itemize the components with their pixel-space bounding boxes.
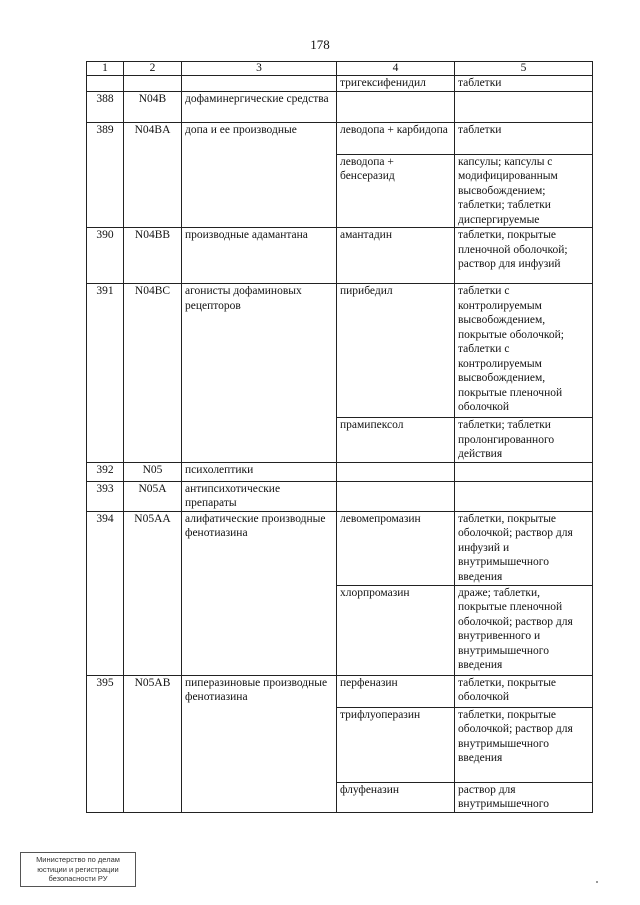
table-header [87, 62, 593, 76]
drug-name: прамипексол [337, 418, 455, 463]
row-number: 389 [87, 122, 124, 228]
table-row [87, 511, 593, 585]
header-col-2: 2 [124, 62, 182, 76]
row-number: 392 [87, 462, 124, 481]
header-col-5: 5 [455, 62, 593, 76]
pharm-group: допа и ее производные [182, 122, 337, 228]
table-row [87, 76, 593, 92]
atc-code: N05 [124, 462, 182, 481]
atc-code: N04BA [124, 122, 182, 228]
dosage-form: таблетки [455, 76, 593, 92]
dosage-form [455, 462, 593, 481]
atc-code: N05AB [124, 675, 182, 812]
row-number: 394 [87, 511, 124, 675]
header-col-1: 1 [87, 62, 124, 76]
table-row [87, 122, 593, 154]
drug-name: пирибедил [337, 284, 455, 418]
page-number: 178 [310, 37, 330, 52]
pharm-group: алифатические производные фенотиазина [182, 511, 337, 675]
pharm-group: дофаминергические средства [182, 91, 337, 122]
drug-name [337, 462, 455, 481]
dosage-form: таблетки, покрытые оболочкой; раствор для инфузий и внутримышечного введения [455, 511, 593, 585]
table-body [87, 76, 593, 813]
drug-name: амантадин [337, 228, 455, 284]
table-row [87, 228, 593, 284]
atc-code: N04BB [124, 228, 182, 284]
row-number: 393 [87, 481, 124, 511]
table-row [87, 675, 593, 707]
drug-name: леводопа + карбидопа [337, 122, 455, 154]
scan-speck [596, 881, 598, 883]
dosage-form: таблетки, покрытые оболочкой; раствор для внутримышечного введения [455, 707, 593, 782]
row-number: 395 [87, 675, 124, 812]
pharm-group: пиперазиновые производные фенотиазина [182, 675, 337, 812]
row-number: 391 [87, 284, 124, 463]
dosage-form: таблетки, покрытые пленочной оболочкой; раствор для инфузий [455, 228, 593, 284]
drug-name: флуфеназин [337, 782, 455, 812]
header-col-4: 4 [337, 62, 455, 76]
ministry-stamp: Министерство по делам юстиции и регистрации безопасности РУ [20, 852, 136, 887]
drug-name [337, 91, 455, 122]
drug-name: тригексифенидил [337, 76, 455, 92]
table-row [87, 462, 593, 481]
dosage-form [455, 481, 593, 511]
dosage-form: драже; таблетки, покрытые пленочной оболочкой; раствор для внутривенного и внутримышечного введения [455, 585, 593, 675]
pharm-group: антипсихотические препараты [182, 481, 337, 511]
pharm-group: производные адамантана [182, 228, 337, 284]
row-number [87, 76, 124, 92]
atc-code [124, 76, 182, 92]
dosage-form: таблетки, покрытые оболочкой [455, 675, 593, 707]
drug-name: перфеназин [337, 675, 455, 707]
drug-name: леводопа + бенсеразид [337, 154, 455, 228]
dosage-form [455, 91, 593, 122]
atc-code: N04BC [124, 284, 182, 463]
drug-name: хлорпромазин [337, 585, 455, 675]
row-number: 388 [87, 91, 124, 122]
atc-code: N05AA [124, 511, 182, 675]
dosage-form: капсулы; капсулы с модифицированным высвобождением; таблетки; таблетки диспергируемые [455, 154, 593, 228]
pharm-group: агонисты дофаминовых рецепторов [182, 284, 337, 463]
table-row [87, 481, 593, 511]
dosage-form: раствор для внутримышечного [455, 782, 593, 812]
pharm-group: психолептики [182, 462, 337, 481]
header-col-3: 3 [182, 62, 337, 76]
atc-code: N04B [124, 91, 182, 122]
table-row [87, 284, 593, 418]
dosage-form: таблетки; таблетки пролонгированного действия [455, 418, 593, 463]
pharm-group [182, 76, 337, 92]
table-row [87, 91, 593, 122]
dosage-form: таблетки [455, 122, 593, 154]
drug-name: левомепромазин [337, 511, 455, 585]
drug-name: трифлуоперазин [337, 707, 455, 782]
drug-name [337, 481, 455, 511]
dosage-form: таблетки с контролируемым высвобождением, покрытые оболочкой; таблетки с контролируемым высвобождением, покрытые пленочной оболочкой [455, 284, 593, 418]
row-number: 390 [87, 228, 124, 284]
atc-code: N05A [124, 481, 182, 511]
drug-table [86, 61, 593, 813]
